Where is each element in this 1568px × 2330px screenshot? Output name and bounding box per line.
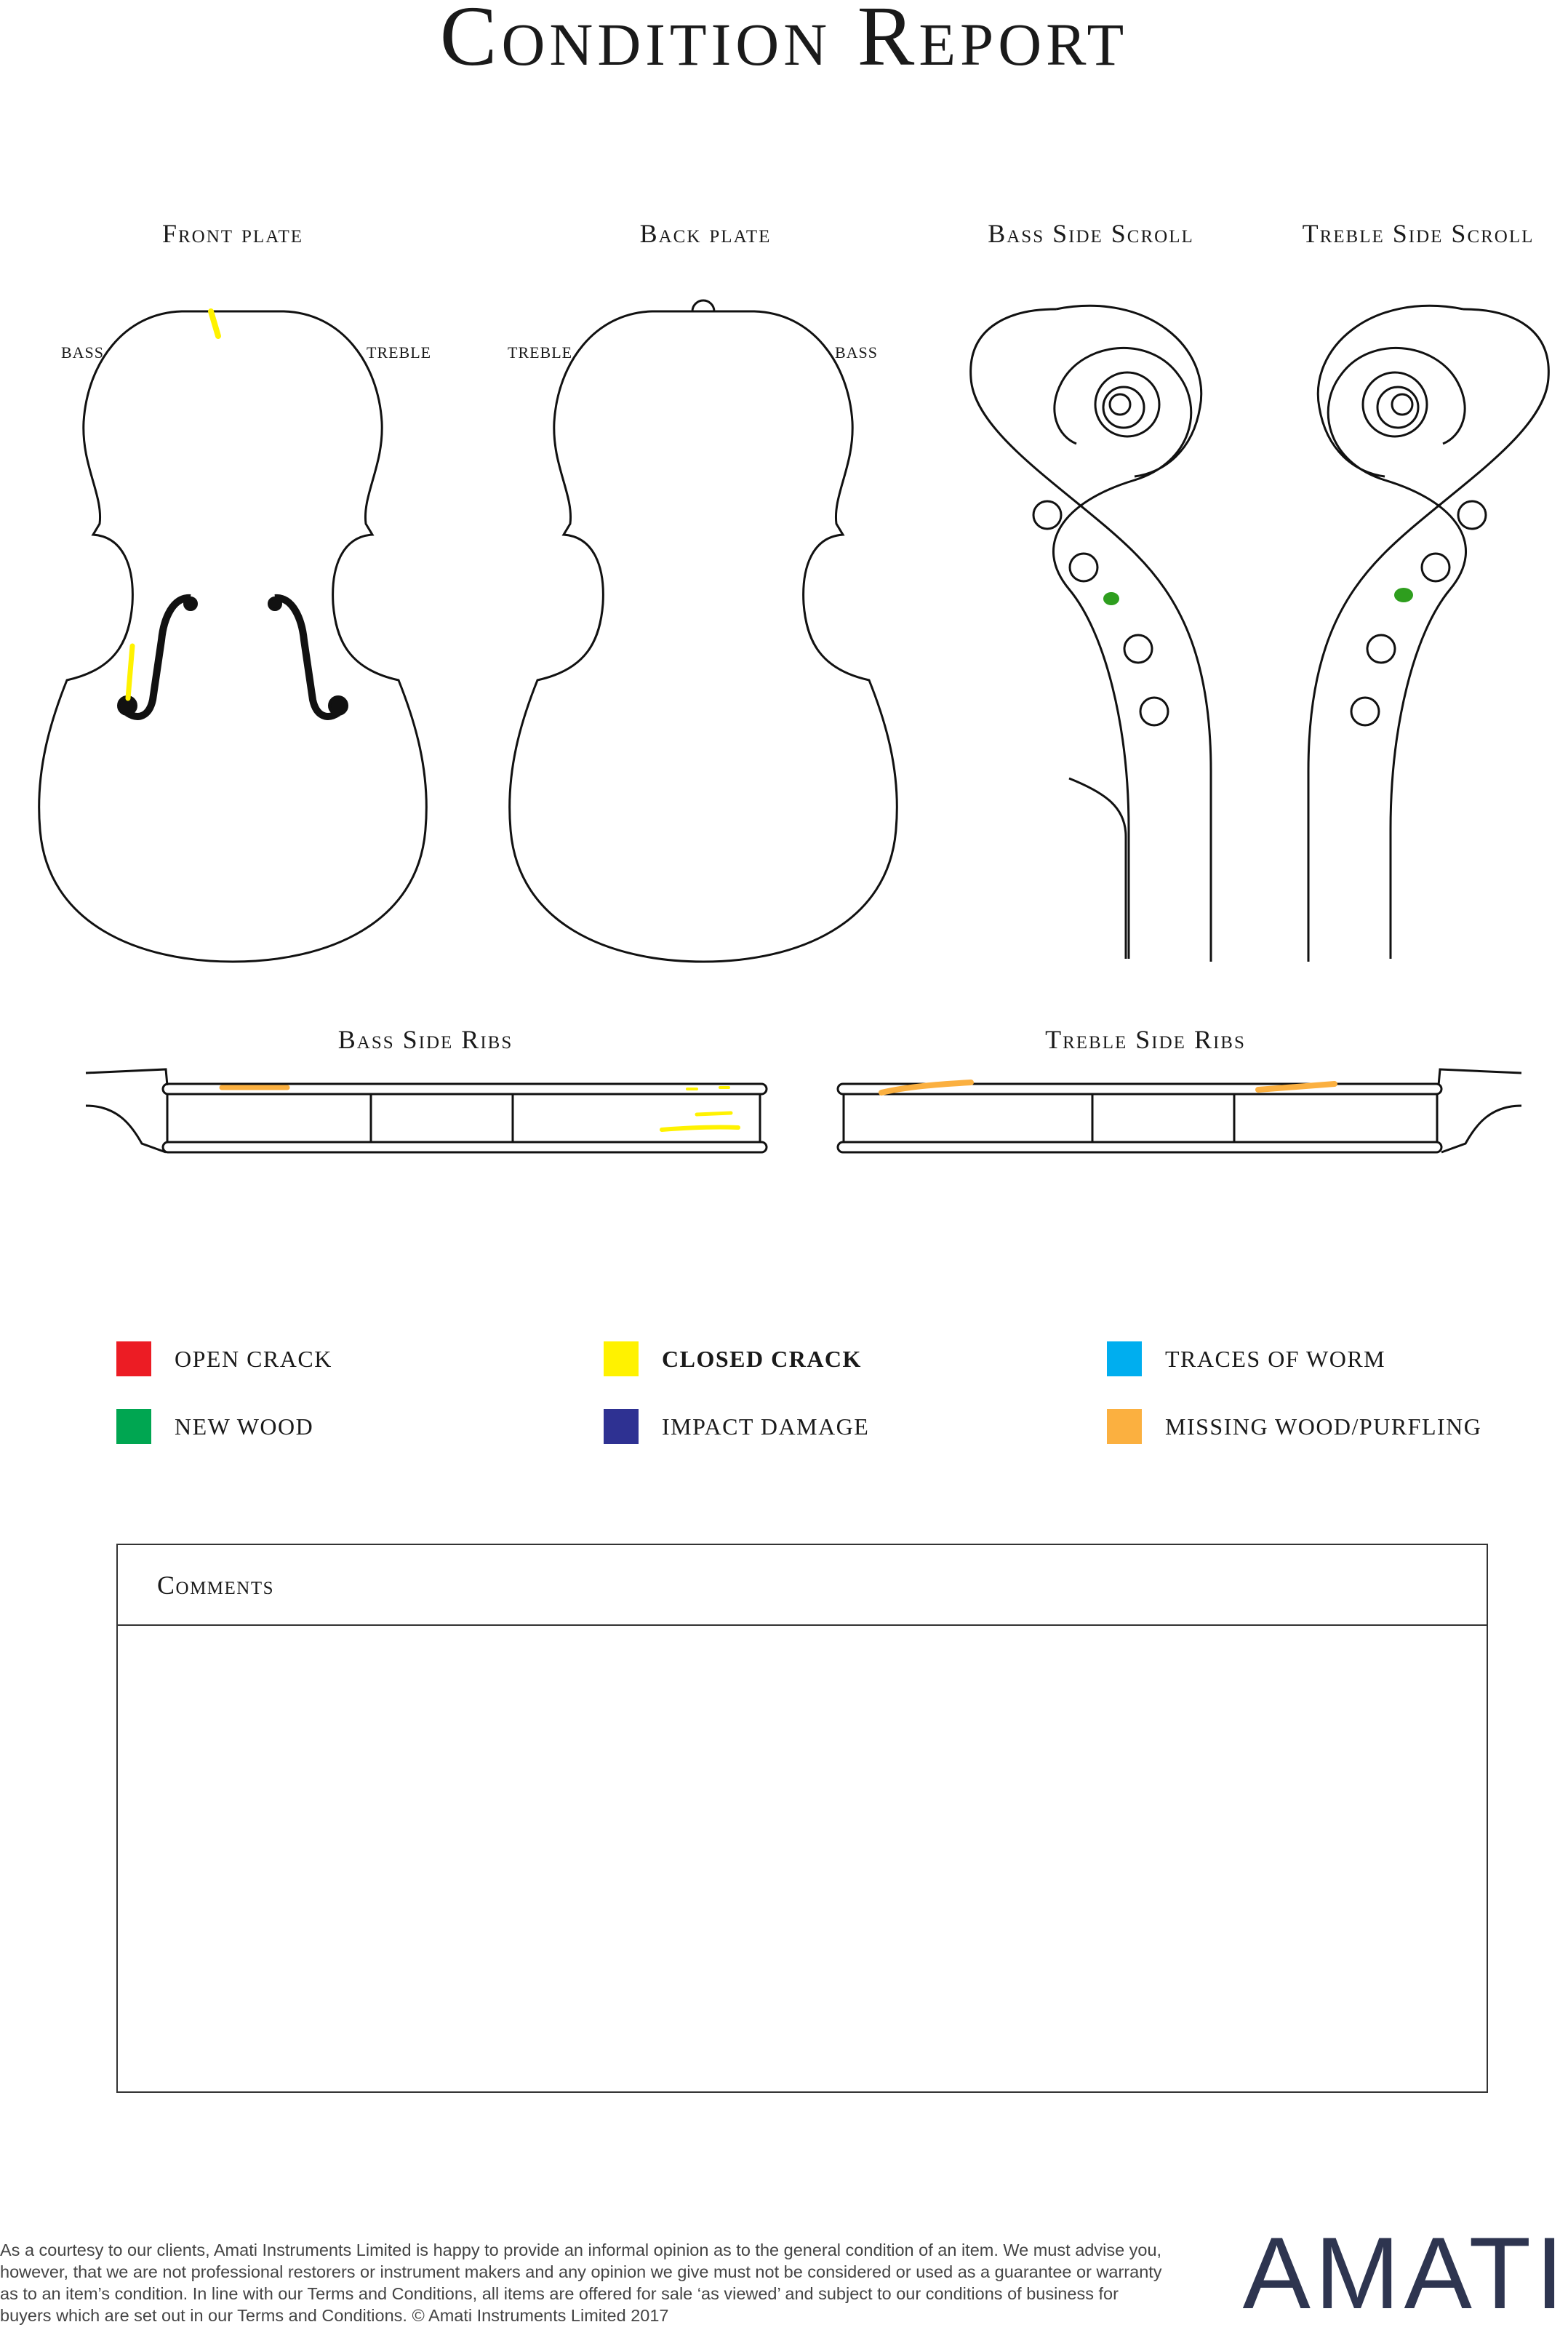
closed-crack-swatch [604, 1341, 639, 1376]
traces-of-worm-swatch [1107, 1341, 1142, 1376]
missing-wood-swatch [1107, 1409, 1142, 1444]
peg-hole [1422, 554, 1449, 581]
legend-closed-crack [604, 1341, 862, 1377]
peg-hole [1351, 698, 1379, 725]
new-wood-mark [1103, 592, 1119, 605]
legend-label: OPEN CRACK [175, 1345, 332, 1372]
legend-traces-of-worm [1107, 1341, 1385, 1377]
peg-hole [1140, 698, 1168, 725]
comments-heading: Comments [118, 1545, 1487, 1626]
peg-hole [1124, 635, 1152, 663]
peg-hole [1033, 501, 1061, 529]
front-plate-label: Front plate [161, 219, 304, 248]
closed-crack-mark [211, 311, 218, 336]
damage-marks [128, 311, 1335, 1130]
legend-new-wood [116, 1408, 313, 1445]
peg-hole [1458, 501, 1486, 529]
legend-label: NEW WOOD [175, 1413, 314, 1440]
treble-side-scroll-label: Treble Side Scroll [1302, 219, 1535, 248]
legend-label: MISSING WOOD/PURFLING [1165, 1413, 1482, 1440]
legend-label: TRACES OF WORM [1165, 1345, 1386, 1372]
bass-scroll-outline [1053, 306, 1201, 959]
legend-label: CLOSED CRACK [662, 1345, 862, 1372]
front-bass-label: BASS [61, 343, 105, 362]
closed-crack-mark [697, 1113, 731, 1114]
back-bass-label: BASS [835, 343, 879, 362]
legend-missing-wood [1107, 1408, 1481, 1445]
page-title: Condition Report [439, 0, 1129, 84]
front-treble-label: TREBLE [367, 343, 432, 362]
treble-scroll-neck-back [1308, 309, 1548, 962]
legend-label: IMPACT DAMAGE [662, 1413, 870, 1440]
back-plate-outline [510, 311, 897, 962]
back-plate-label: Back plate [639, 219, 772, 248]
back-treble-label: TREBLE [508, 343, 573, 362]
impact-damage-swatch [604, 1409, 639, 1444]
legend-impact-damage [604, 1408, 869, 1445]
closed-crack-mark [687, 1088, 729, 1089]
comments-body[interactable] [118, 1626, 1487, 2091]
f-holes [119, 598, 347, 717]
open-crack-swatch [116, 1341, 151, 1376]
front-plate-outline [39, 311, 427, 962]
amati-logo: AMATI [1242, 2216, 1568, 2330]
bass-side-ribs-drawing [86, 1069, 767, 1152]
bass-side-scroll-label: Bass Side Scroll [988, 219, 1194, 248]
new-wood-mark [1394, 588, 1413, 602]
disclaimer-text: As a courtesy to our clients, Amati Instruments Limited is happy to provide an informal opinion as to the general condition of an item. We must advise you, however, that we are not professional restorers or instrument makers and any opinion we give must not be considered or used as a guarantee or warranty as to an item’s condition. In line with our Terms and Conditions, all items are offered for sale ‘as viewed’ and subject to our conditions of business for buyers which are set out in our Terms and Conditions. © Amati Instruments Limited 2017 [0, 2241, 1162, 2325]
closed-crack-mark [662, 1127, 738, 1130]
bass-scroll-neck-back [971, 309, 1211, 962]
peg-hole [1070, 554, 1097, 581]
new-wood-swatch [116, 1409, 151, 1444]
peg-hole [1367, 635, 1395, 663]
back-plate-button [692, 300, 714, 311]
legend-open-crack [116, 1341, 332, 1377]
bass-side-ribs-label: Bass Side Ribs [337, 1025, 513, 1054]
closed-crack-mark [128, 646, 132, 698]
treble-side-ribs-label: Treble Side Ribs [1045, 1025, 1246, 1054]
comments-box [116, 1544, 1488, 2093]
